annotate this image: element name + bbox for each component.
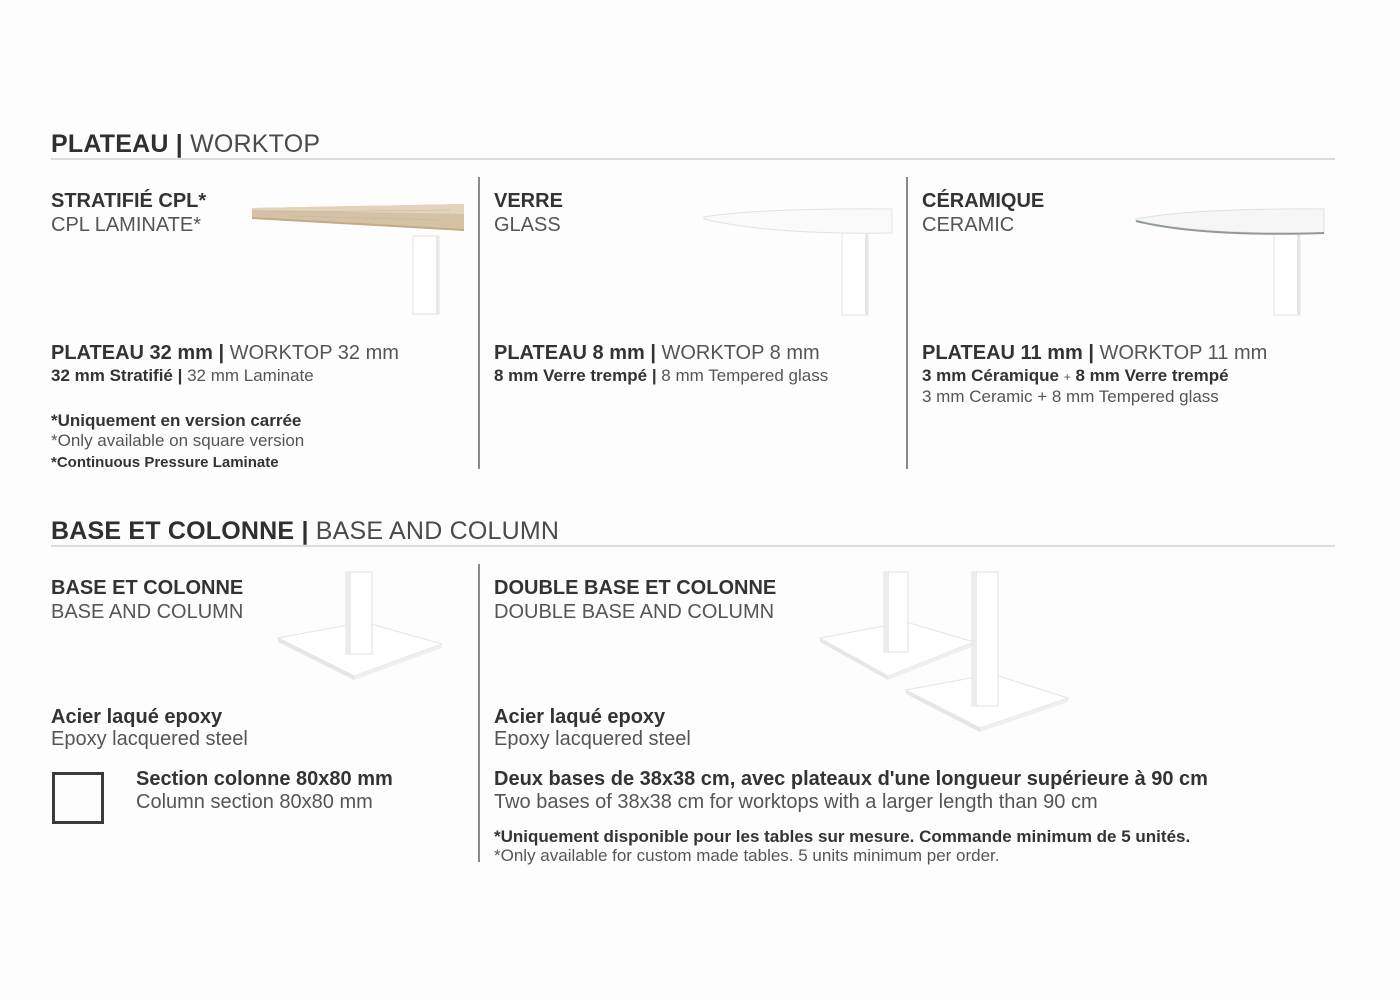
single-material-en: Epoxy lacquered steel	[51, 728, 248, 750]
ceramic-spec-en: WORKTOP 11 mm	[1099, 342, 1268, 364]
worktop-title-en: WORKTOP	[190, 130, 321, 158]
worktop-column-divider-1	[478, 177, 480, 469]
cpl-detail-en: 32 mm Laminate	[187, 366, 314, 385]
base-section-title: BASE ET COLONNE | BASE AND COLUMN	[51, 517, 560, 545]
ceramic-worktop-image	[1132, 205, 1328, 317]
double-note-en: *Only available for custom made tables. 5 units minimum per order.	[494, 846, 1000, 865]
double-desc-fr: Deux bases de 38x38 cm, avec plateaux d'une longueur supérieure à 90 cm	[494, 768, 1208, 790]
glass-detail: 8 mm Verre trempé | 8 mm Tempered glass	[494, 366, 829, 385]
base-column-divider	[478, 564, 480, 862]
worktop-column-divider-2	[906, 177, 908, 469]
cpl-worktop-image	[250, 200, 466, 316]
ceramic-detail-plus: +	[1063, 370, 1071, 384]
glass-detail-fr: 8 mm Verre trempé	[494, 366, 648, 385]
cpl-note-en: *Only available on square version	[51, 431, 305, 450]
ceramic-detail-fr	[922, 366, 1229, 386]
double-note-fr: *Uniquement disponible pour les tables sur mesure. Commande minimum de 5 unités.	[494, 827, 1191, 846]
double-desc-en: Two bases of 38x38 cm for worktops with a larger length than 90 cm	[494, 791, 1098, 813]
glass-name-en: GLASS	[494, 214, 561, 236]
ceramic-name-fr: CÉRAMIQUE	[922, 190, 1045, 212]
cpl-name-fr: STRATIFIÉ CPL*	[51, 190, 207, 212]
single-base-image	[276, 570, 446, 685]
glass-detail-en: 8 mm Tempered glass	[661, 366, 829, 385]
double-material-en: Epoxy lacquered steel	[494, 728, 691, 750]
double-base-image	[818, 570, 1074, 736]
base-title-en: BASE AND COLUMN	[315, 517, 560, 545]
worktop-divider	[51, 158, 1335, 160]
cpl-note-extra: *Continuous Pressure Laminate	[51, 454, 279, 471]
glass-spec-en: WORKTOP 8 mm	[661, 342, 820, 364]
ceramic-spec-fr: PLATEAU 11 mm	[922, 342, 1083, 364]
single-base-name-fr: BASE ET COLONNE	[51, 577, 244, 599]
glass-name-fr: VERRE	[494, 190, 563, 212]
cpl-note-fr: *Uniquement en version carrée	[51, 411, 302, 430]
single-section-en: Column section 80x80 mm	[136, 791, 373, 813]
cpl-name-en: CPL LAMINATE*	[51, 214, 202, 236]
ceramic-detail-fr-a: 3 mm Céramique	[922, 366, 1059, 385]
ceramic-name-en: CERAMIC	[922, 214, 1015, 236]
ceramic-detail-fr-b: 8 mm Verre trempé	[1075, 366, 1229, 385]
cpl-spec: PLATEAU 32 mm | WORKTOP 32 mm	[51, 342, 399, 364]
worktop-title-fr: PLATEAU	[51, 130, 169, 158]
glass-spec: PLATEAU 8 mm | WORKTOP 8 mm	[494, 342, 820, 364]
single-material-fr: Acier laqué epoxy	[51, 706, 223, 728]
double-base-name-fr: DOUBLE BASE ET COLONNE	[494, 577, 777, 599]
base-divider	[51, 545, 1335, 547]
glass-worktop-image	[700, 205, 896, 317]
cpl-detail-fr: 32 mm Stratifié	[51, 366, 173, 385]
double-material-fr: Acier laqué epoxy	[494, 706, 666, 728]
glass-spec-fr: PLATEAU 8 mm	[494, 342, 645, 364]
single-base-name-en: BASE AND COLUMN	[51, 601, 244, 623]
double-base-name-en: DOUBLE BASE AND COLUMN	[494, 601, 775, 623]
cpl-spec-fr: PLATEAU 32 mm	[51, 342, 213, 364]
single-section-fr: Section colonne 80x80 mm	[136, 768, 393, 790]
ceramic-spec: PLATEAU 11 mm | WORKTOP 11 mm	[922, 342, 1268, 364]
worktop-section-title: PLATEAU | WORKTOP	[51, 130, 321, 158]
cpl-spec-en: WORKTOP 32 mm	[229, 342, 399, 364]
column-section-square-icon	[52, 772, 104, 824]
cpl-detail: 32 mm Stratifié | 32 mm Laminate	[51, 366, 314, 385]
base-title-fr: BASE ET COLONNE	[51, 517, 295, 545]
ceramic-detail-en: 3 mm Ceramic + 8 mm Tempered glass	[922, 387, 1219, 406]
